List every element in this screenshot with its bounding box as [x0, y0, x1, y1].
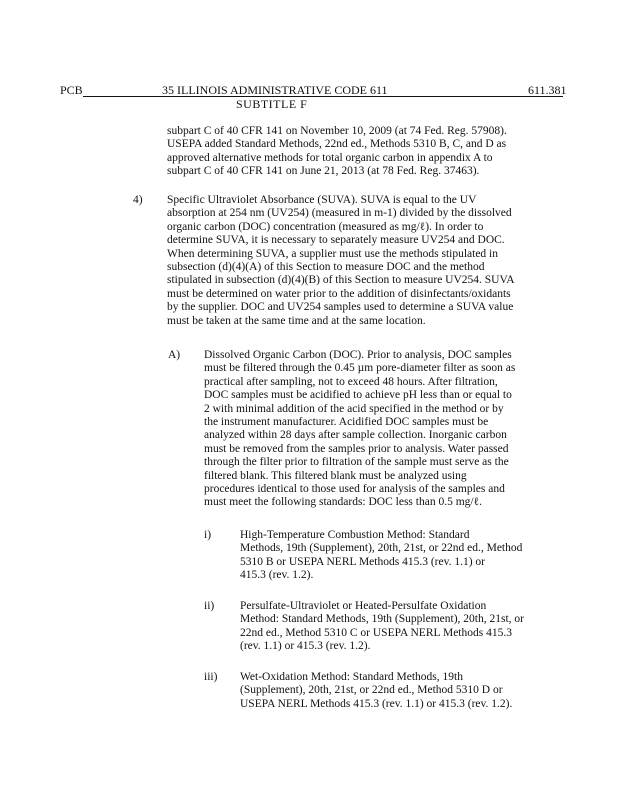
method-line: Wet-Oxidation Method: Standard Methods, 19th — [240, 671, 463, 683]
item-A-line: the instrument manufacturer. Acidified DOC samples must be — [204, 416, 489, 429]
method-ii-paragraph — [240, 600, 580, 654]
method-ii-number: ii) — [204, 600, 215, 612]
method-line: Persulfate-Ultraviolet or Heated-Persulfate Oxidation — [240, 600, 487, 612]
item-4-line: absorption at 254 nm (UV254) (measured in m-1) divided by the dissolved — [167, 207, 512, 220]
item-A-line: must meet the following standards: DOC less than 0.5 mg/ℓ. — [204, 496, 482, 509]
item-A-line: must be removed from the samples prior to analysis. Water passed — [204, 442, 509, 455]
item-A-line: practical after sampling, not to exceed 48 hours. After filtration, — [204, 375, 498, 388]
item-A-line: Dissolved Organic Carbon (DOC). Prior to analysis, DOC samples — [204, 349, 512, 361]
method-line: Method: Standard Methods, 19th (Supplement), 20th, 21st, or — [240, 613, 524, 626]
intro-paragraph — [167, 125, 587, 179]
item-A-line: analyzed within 28 days after sample collection. Inorganic carbon — [204, 429, 507, 442]
item-A-line: through the filter prior to filtration of the sample must serve as the — [204, 456, 509, 469]
method-i-paragraph — [240, 529, 580, 583]
method-i-number: i) — [204, 529, 212, 541]
item-4-number: 4) — [133, 194, 143, 206]
item-4-line: must be taken at the same time and at the same location. — [167, 314, 426, 327]
method-line: (rev. 1.1) or 415.3 (rev. 1.2). — [240, 640, 371, 653]
header-right: 611.381 — [528, 83, 567, 97]
method-line: (Supplement), 20th, 21st, or 22nd ed., Method 5310 D or — [240, 684, 503, 697]
item-4-line: determine SUVA, it is necessary to separately measure UV254 and DOC. — [167, 234, 505, 247]
item-A-number: A) — [168, 349, 181, 361]
item-4-line: must be determined on water prior to the addition of disinfectants/oxidants — [167, 287, 511, 300]
method-line: Methods, 19th (Supplement), 20th, 21st, or 22nd ed., Method — [240, 542, 523, 555]
header-rule — [83, 96, 563, 97]
item-A-line: filtered blank. This filtered blank must be analyzed using — [204, 469, 467, 482]
method-line: 5310 B or USEPA NERL Methods 415.3 (rev. 1.1) or — [240, 555, 486, 568]
item-A-line: 2 with minimal addition of the acid specified in the method or by — [204, 402, 504, 415]
item-4-line: organic carbon (DOC) concentration (measured as mg/ℓ). In order to — [167, 220, 484, 233]
header-center: 35 ILLINOIS ADMINISTRATIVE CODE 611 — [162, 83, 388, 97]
header-subtitle: SUBTITLE F — [236, 97, 308, 111]
method-line: High-Temperature Combustion Method: Standard — [240, 529, 470, 541]
intro-line: USEPA added Standard Methods, 22nd ed., Methods 5310 B, C, and D as — [167, 138, 507, 151]
item-4-line: subsection (d)(4)(A) of this Section to measure DOC and the method — [167, 261, 485, 274]
item-4-line: stipulated in subsection (d)(4)(B) of this Section to measure UV254. SUVA — [167, 274, 515, 287]
method-line: 22nd ed., Method 5310 C or USEPA NERL Methods 415.3 — [240, 626, 512, 639]
item-4-paragraph — [167, 194, 587, 328]
method-iii-paragraph — [240, 671, 590, 711]
item-A-line: must be filtered through the 0.45 µm pore-diameter filter as soon as — [204, 362, 516, 375]
intro-line: subpart C of 40 CFR 141 on November 10, 2009 (at 74 Fed. Reg. 57908). — [167, 125, 507, 137]
intro-line: approved alternative methods for total organic carbon in appendix A to — [167, 151, 493, 164]
item-4-line: Specific Ultraviolet Absorbance (SUVA). SUVA is equal to the UV — [167, 194, 477, 206]
method-line: 415.3 (rev. 1.2). — [240, 569, 314, 582]
method-iii-number: iii) — [204, 671, 218, 683]
item-A-paragraph — [204, 349, 594, 510]
item-4-line: When determining SUVA, a supplier must use the methods stipulated in — [167, 247, 499, 260]
method-line: USEPA NERL Methods 415.3 (rev. 1.1) or 415.3 (rev. 1.2). — [240, 697, 513, 710]
item-A-line: DOC samples must be acidified to achieve pH less than or equal to — [204, 389, 512, 402]
item-4-line: by the supplier. DOC and UV254 samples used to determine a SUVA value — [167, 301, 514, 314]
header-left: PCB — [60, 83, 83, 97]
intro-line: subpart C of 40 CFR 141 on June 21, 2013 (at 78 Fed. Reg. 37463). — [167, 165, 480, 178]
item-A-line: procedures identical to those used for analysis of the samples and — [204, 483, 505, 496]
